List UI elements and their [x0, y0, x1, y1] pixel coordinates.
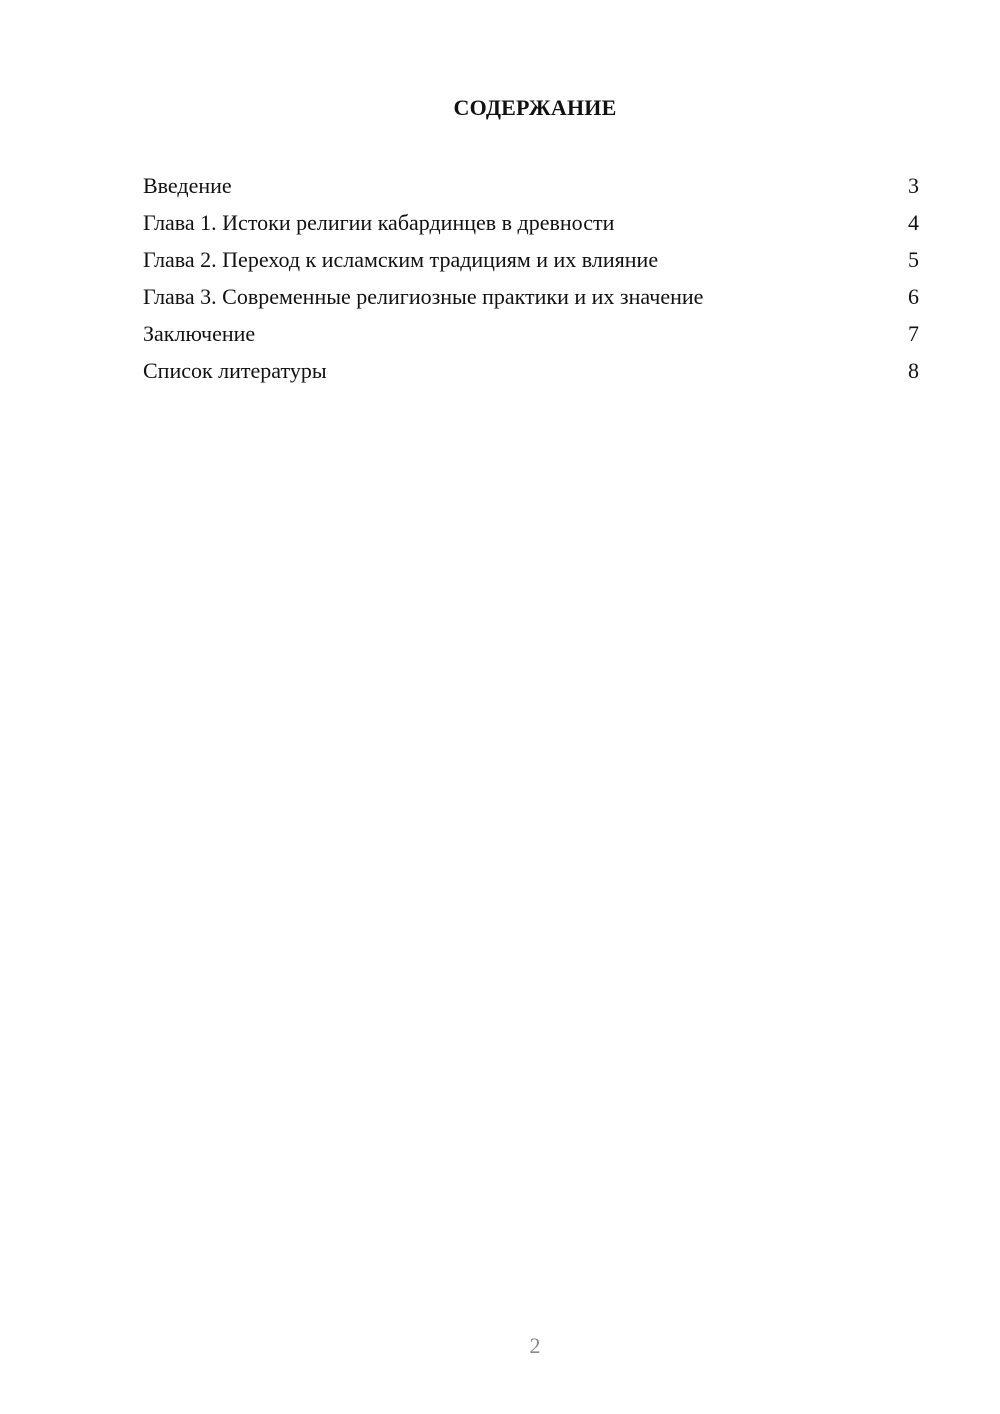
toc-entry-page: 5: [908, 247, 919, 272]
toc-entry-label: Глава 1. Истоки религии кабардинцев в древности: [143, 210, 615, 235]
toc-entry-page: 8: [908, 358, 919, 383]
toc-entry-page: 3: [908, 173, 919, 198]
toc-title: СОДЕРЖАНИЕ: [453, 95, 617, 120]
toc-entry-introduction: [143, 167, 919, 204]
toc-entry-conclusion: [143, 315, 919, 352]
toc-entry-label: Глава 3. Современные религиозные практики и их значение: [143, 284, 704, 309]
toc-entry-label: Глава 2. Переход к исламским традициям и их влияние: [143, 247, 659, 272]
toc-entry-label: Заключение: [143, 321, 256, 346]
toc-entry-chapter-3: [143, 278, 919, 315]
page-number: 2: [529, 1333, 541, 1358]
table-of-contents: [143, 167, 919, 389]
toc-entry-label: Список литературы: [143, 358, 327, 383]
toc-entry-chapter-2: [143, 241, 919, 278]
toc-entry-chapter-1: [143, 204, 919, 241]
toc-entry-page: 7: [908, 321, 919, 346]
toc-entry-bibliography: [143, 352, 919, 389]
toc-entry-label: Введение: [143, 173, 232, 198]
toc-entry-page: 6: [908, 284, 919, 309]
toc-entry-page: 4: [908, 210, 919, 235]
